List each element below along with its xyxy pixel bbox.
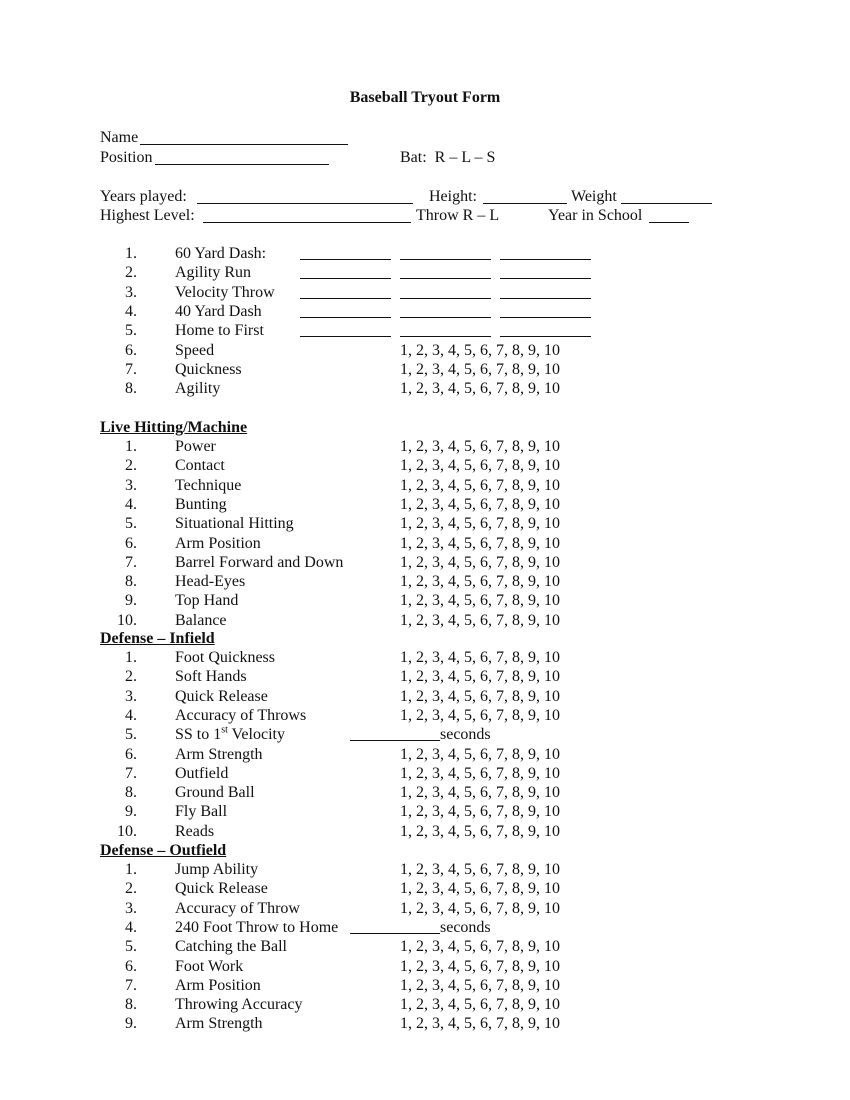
name-field[interactable] — [140, 144, 348, 145]
item-label-text: Reads — [175, 822, 215, 840]
item-number: 1. — [125, 245, 137, 262]
item-label — [175, 553, 343, 572]
item-label — [175, 476, 241, 495]
section-title-hitting: Live Hitting/Machine — [100, 419, 248, 436]
item-number: 5. — [125, 515, 137, 533]
item-number: 3. — [125, 899, 137, 917]
item-label-text: Arm Position — [175, 534, 261, 552]
item-label — [175, 648, 275, 667]
item-label-text: Velocity Throw — [175, 283, 275, 301]
item-number: 10. — [117, 822, 137, 840]
rating-scale[interactable]: 1, 2, 3, 4, 5, 6, 7, 8, 9, 10 — [400, 996, 560, 1014]
item-label — [175, 687, 268, 706]
item-label — [175, 283, 275, 302]
item-number: 4. — [125, 495, 137, 513]
item-label-text: Situational Hitting — [175, 515, 294, 533]
item-number: 7. — [125, 553, 137, 571]
item-label-text: Barrel Forward and Down — [175, 553, 344, 571]
rating-scale[interactable]: 1, 2, 3, 4, 5, 6, 7, 8, 9, 10 — [400, 822, 560, 840]
rating-scale[interactable]: 1, 2, 3, 4, 5, 6, 7, 8, 9, 10 — [400, 706, 560, 724]
item-label-text: 240 Foot Throw to Home — [175, 918, 339, 936]
time-entry-field-3[interactable] — [500, 298, 591, 299]
item-number: 3. — [125, 476, 137, 494]
time-entry-field-1[interactable] — [300, 278, 391, 279]
time-entry-field-3[interactable] — [500, 259, 591, 260]
item-number: 2. — [125, 880, 137, 898]
item-label — [175, 611, 227, 630]
section-title-outfield: Defense – Outfield — [100, 842, 227, 859]
rating-scale[interactable]: 1, 2, 3, 4, 5, 6, 7, 8, 9, 10 — [400, 553, 560, 571]
item-label — [175, 745, 263, 764]
time-entry-field-1[interactable] — [300, 336, 391, 337]
time-entry-field-3[interactable] — [500, 278, 591, 279]
bat-label: Bat: R – L – S — [400, 149, 496, 166]
item-number: 8. — [125, 996, 137, 1014]
item-number: 4. — [125, 706, 137, 724]
item-number: 8. — [125, 573, 137, 591]
item-label-text: Power — [175, 438, 216, 455]
item-number: 7. — [125, 976, 137, 994]
seconds-unit-label: seconds — [440, 726, 491, 744]
item-label-text: Catching the Ball — [175, 938, 287, 956]
item-label — [175, 379, 220, 398]
time-entry-field-3[interactable] — [500, 336, 591, 337]
item-label — [175, 725, 285, 744]
item-number: 3. — [125, 283, 137, 301]
time-entry-field-2[interactable] — [400, 259, 491, 260]
item-label-text: Arm Position — [175, 976, 261, 994]
item-number: 1. — [125, 438, 137, 455]
item-label — [175, 822, 214, 841]
item-label-text: Outfield — [175, 764, 229, 782]
item-number: 1. — [125, 649, 137, 666]
highest-level-field[interactable] — [203, 222, 411, 223]
years-played-label: Years played: — [100, 188, 187, 205]
rating-scale[interactable]: 1, 2, 3, 4, 5, 6, 7, 8, 9, 10 — [400, 1015, 560, 1033]
time-entry-field-1[interactable] — [300, 317, 391, 318]
rating-scale[interactable]: 1, 2, 3, 4, 5, 6, 7, 8, 9, 10 — [400, 515, 560, 533]
item-label-text: Speed — [175, 341, 215, 359]
item-label-text: Accuracy of Throw — [175, 899, 300, 917]
time-entry-field-2[interactable] — [400, 278, 491, 279]
item-label — [175, 879, 268, 898]
item-label — [175, 976, 261, 995]
item-label — [175, 957, 243, 976]
item-label-text: Head-Eyes — [175, 573, 246, 591]
rating-scale[interactable]: 1, 2, 3, 4, 5, 6, 7, 8, 9, 10 — [400, 784, 560, 802]
rating-scale[interactable]: 1, 2, 3, 4, 5, 6, 7, 8, 9, 10 — [400, 880, 560, 898]
seconds-entry-field[interactable] — [350, 740, 440, 741]
item-number: 6. — [125, 341, 137, 359]
item-number: 5. — [125, 726, 137, 744]
rating-scale[interactable]: 1, 2, 3, 4, 5, 6, 7, 8, 9, 10 — [400, 938, 560, 956]
item-label — [175, 802, 227, 821]
item-label — [175, 918, 338, 937]
weight-field[interactable] — [621, 203, 712, 204]
name-label: Name — [100, 129, 139, 146]
item-number: 7. — [125, 764, 137, 782]
rating-scale[interactable]: 1, 2, 3, 4, 5, 6, 7, 8, 9, 10 — [400, 976, 560, 994]
item-number: 6. — [125, 745, 137, 763]
item-label-text: Quick Release — [175, 880, 268, 898]
item-label — [175, 341, 214, 360]
throw-label: Throw R – L — [416, 207, 500, 224]
time-entry-field-2[interactable] — [400, 336, 491, 337]
year-in-school-field[interactable] — [649, 222, 689, 223]
item-label-text: Arm Strength — [175, 745, 263, 763]
rating-scale[interactable]: 1, 2, 3, 4, 5, 6, 7, 8, 9, 10 — [400, 573, 560, 591]
rating-scale[interactable]: 1, 2, 3, 4, 5, 6, 7, 8, 9, 10 — [400, 687, 560, 705]
highest-level-label: Highest Level: — [100, 207, 195, 224]
item-label-text: Jump Ability — [175, 861, 259, 878]
item-label-text: Contact — [175, 457, 225, 475]
position-field[interactable] — [155, 164, 329, 165]
item-label — [175, 899, 300, 918]
rating-scale[interactable]: 1, 2, 3, 4, 5, 6, 7, 8, 9, 10 — [400, 476, 560, 494]
form-title: Baseball Tryout Form — [349, 89, 501, 106]
time-entry-field-2[interactable] — [400, 298, 491, 299]
item-label — [175, 514, 294, 533]
item-label — [175, 572, 245, 591]
rating-scale[interactable]: 1, 2, 3, 4, 5, 6, 7, 8, 9, 10 — [400, 745, 560, 763]
item-label — [175, 437, 216, 456]
item-number: 10. — [117, 611, 137, 629]
item-label — [175, 244, 266, 263]
item-number: 2. — [125, 668, 137, 686]
item-label — [175, 1014, 263, 1033]
item-label-text: Bunting — [175, 495, 227, 513]
item-label-text-after: Velocity — [227, 726, 285, 744]
item-number: 3. — [125, 687, 137, 705]
item-label-superscript: st — [221, 724, 228, 736]
item-label — [175, 302, 262, 321]
item-label-text: Quick Release — [175, 687, 268, 705]
year-in-school-label: Year in School — [548, 207, 643, 224]
item-label — [175, 534, 261, 553]
item-label-text: Agility — [175, 380, 221, 398]
seconds-entry-field[interactable] — [350, 933, 440, 934]
item-number: 4. — [125, 918, 137, 936]
item-label-text: 60 Yard Dash: — [175, 245, 267, 262]
rating-scale[interactable]: 1, 2, 3, 4, 5, 6, 7, 8, 9, 10 — [400, 495, 560, 513]
item-label-text: Quickness — [175, 360, 242, 378]
item-number: 8. — [125, 784, 137, 802]
item-label — [175, 591, 238, 610]
item-label-text: 40 Yard Dash — [175, 302, 262, 320]
height-field[interactable] — [483, 203, 567, 204]
item-number: 2. — [125, 264, 137, 282]
rating-scale[interactable]: 1, 2, 3, 4, 5, 6, 7, 8, 9, 10 — [400, 899, 560, 917]
time-entry-field-1[interactable] — [300, 259, 391, 260]
rating-scale[interactable]: 1, 2, 3, 4, 5, 6, 7, 8, 9, 10 — [400, 592, 560, 610]
rating-scale[interactable]: 1, 2, 3, 4, 5, 6, 7, 8, 9, 10 — [400, 803, 560, 821]
rating-scale[interactable]: 1, 2, 3, 4, 5, 6, 7, 8, 9, 10 — [400, 764, 560, 782]
rating-scale[interactable]: 1, 2, 3, 4, 5, 6, 7, 8, 9, 10 — [400, 457, 560, 475]
item-label-text: SS to 1 — [175, 726, 222, 744]
item-label — [175, 667, 247, 686]
years-played-field[interactable] — [197, 203, 413, 204]
item-label — [175, 360, 242, 379]
item-label-text: Top Hand — [175, 592, 239, 610]
item-label-text: Ground Ball — [175, 784, 255, 802]
rating-scale[interactable]: 1, 2, 3, 4, 5, 6, 7, 8, 9, 10 — [400, 668, 560, 686]
item-label-text: Technique — [175, 476, 242, 494]
position-label: Position — [100, 149, 153, 166]
item-number: 5. — [125, 322, 137, 340]
rating-scale[interactable]: 1, 2, 3, 4, 5, 6, 7, 8, 9, 10 — [400, 649, 560, 666]
item-number: 8. — [125, 380, 137, 398]
item-number: 9. — [125, 592, 137, 610]
seconds-unit-label: seconds — [440, 918, 491, 936]
rating-scale[interactable]: 1, 2, 3, 4, 5, 6, 7, 8, 9, 10 — [400, 438, 560, 455]
item-label-text: Throwing Accuracy — [175, 996, 303, 1014]
item-number: 5. — [125, 938, 137, 956]
item-label — [175, 937, 287, 956]
rating-scale[interactable]: 1, 2, 3, 4, 5, 6, 7, 8, 9, 10 — [400, 360, 560, 378]
item-number: 6. — [125, 534, 137, 552]
item-label — [175, 263, 251, 282]
time-entry-field-3[interactable] — [500, 317, 591, 318]
item-label-text: Agility Run — [175, 264, 252, 282]
rating-scale[interactable]: 1, 2, 3, 4, 5, 6, 7, 8, 9, 10 — [400, 534, 560, 552]
weight-label: Weight — [571, 188, 617, 205]
item-label — [175, 706, 306, 725]
time-entry-field-1[interactable] — [300, 298, 391, 299]
item-label-text: Arm Strength — [175, 1015, 263, 1033]
item-number: 9. — [125, 1015, 137, 1033]
height-label: Height: — [429, 188, 477, 205]
item-label-text: Accuracy of Throws — [175, 706, 307, 724]
rating-scale[interactable]: 1, 2, 3, 4, 5, 6, 7, 8, 9, 10 — [400, 380, 560, 398]
item-label-text: Balance — [175, 611, 227, 629]
rating-scale[interactable]: 1, 2, 3, 4, 5, 6, 7, 8, 9, 10 — [400, 957, 560, 975]
item-label — [175, 764, 228, 783]
item-label — [175, 456, 225, 475]
item-number: 6. — [125, 957, 137, 975]
item-number: 2. — [125, 457, 137, 475]
rating-scale[interactable]: 1, 2, 3, 4, 5, 6, 7, 8, 9, 10 — [400, 861, 560, 878]
item-label-text: Foot Work — [175, 957, 244, 975]
item-label-text: Foot Quickness — [175, 649, 275, 666]
item-label-text: Soft Hands — [175, 668, 247, 686]
item-label — [175, 495, 227, 514]
section-title-infield: Defense – Infield — [100, 630, 215, 647]
item-number: 7. — [125, 360, 137, 378]
item-label-text: Home to First — [175, 322, 264, 340]
item-label — [175, 321, 264, 340]
item-label — [175, 995, 303, 1014]
time-entry-field-2[interactable] — [400, 317, 491, 318]
rating-scale[interactable]: 1, 2, 3, 4, 5, 6, 7, 8, 9, 10 — [400, 611, 560, 629]
item-label-text: Fly Ball — [175, 803, 228, 821]
item-label — [175, 860, 258, 879]
rating-scale[interactable]: 1, 2, 3, 4, 5, 6, 7, 8, 9, 10 — [400, 341, 560, 359]
item-label — [175, 783, 255, 802]
item-number: 9. — [125, 803, 137, 821]
item-number: 4. — [125, 302, 137, 320]
item-number: 1. — [125, 861, 137, 878]
